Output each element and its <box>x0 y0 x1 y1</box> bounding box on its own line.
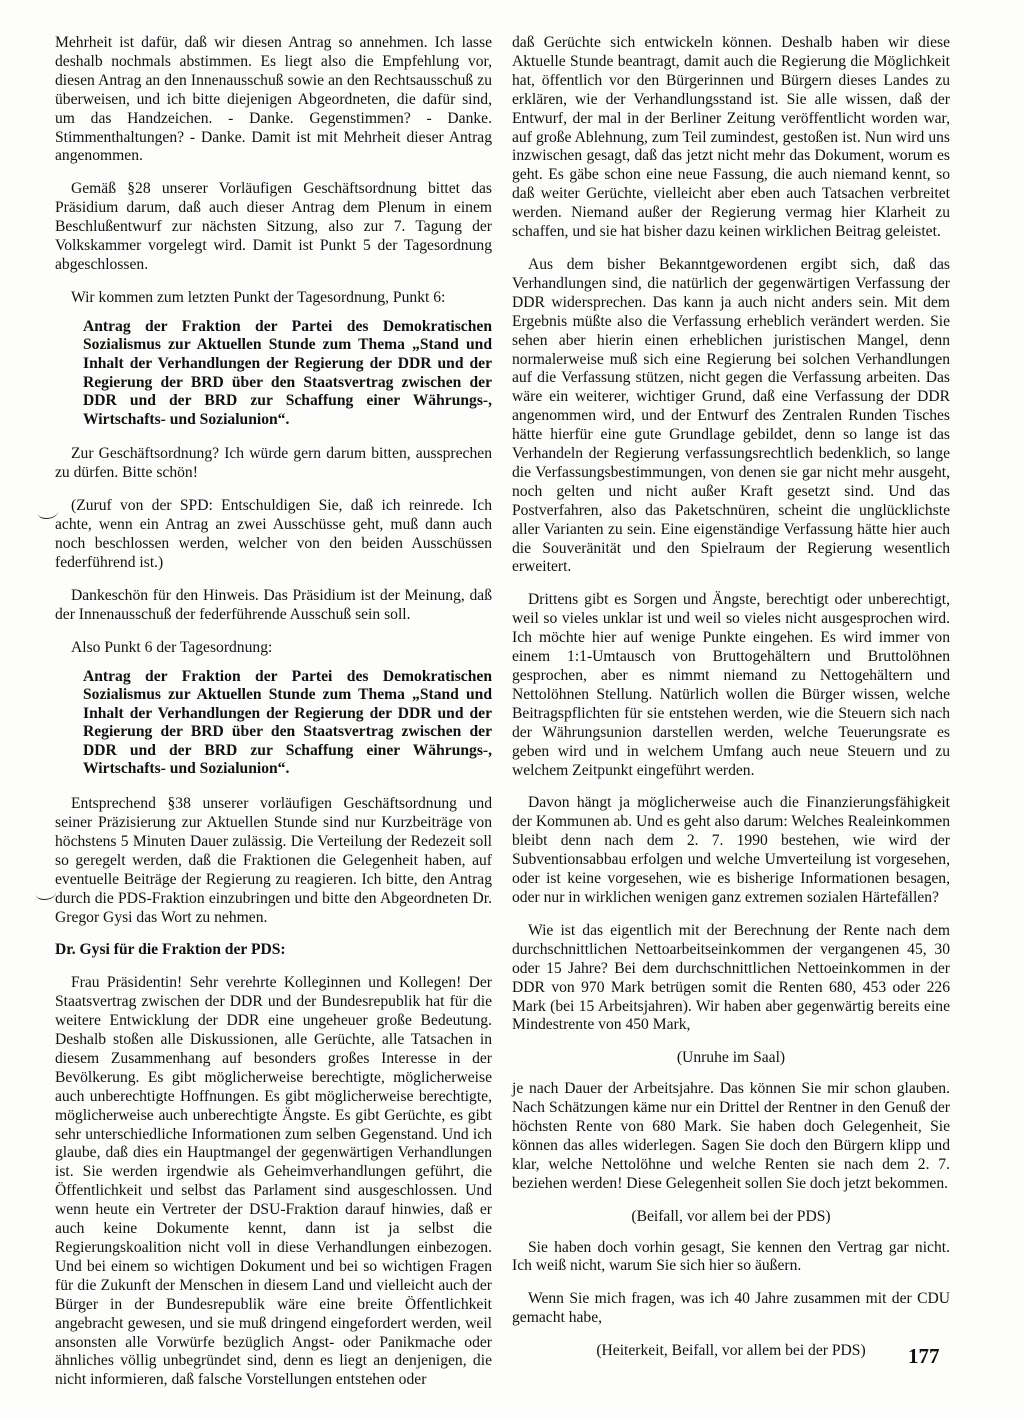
right-column <box>512 34 950 1373</box>
paragraph: Sie haben doch vorhin gesagt, Sie kennen den Vertrag gar nicht. Ich weiß nicht, warum Sie sich hier so äußern. <box>512 1238 950 1275</box>
paragraph: Mehrheit ist dafür, daß wir diesen Antrag so annehmen. Ich lasse deshalb nochmals abstimmen. Es liegt also die Empfehlung vor, diesen Antrag an den Innenausschuß sowie an den Rechtsausschuß zu überweisen, und ich bitte diejenigen Abgeordneten, die dafür sind, um das Handzeichen. - Danke. Gegenstimmen? - Danke. Stimmenthaltungen? - Danke. Damit ist mit Mehrheit dieser Antrag angenommen. <box>55 34 492 165</box>
page-number: 177 <box>908 1344 940 1368</box>
speaker-heading: Dr. Gysi für die Fraktion der PDS: <box>55 941 286 959</box>
interjection: (Unruhe im Saal) <box>676 1049 786 1067</box>
interjection: (Heiterkeit, Beifall, vor allem bei der PDS) <box>596 1342 866 1360</box>
paragraph: Wie ist das eigentlich mit der Berechnung der Rente nach dem durchschnittlichen Nettoarbeitseinkommen der vergangenen 45, 30 oder 15 Jahre? Bei dem durchschnittlichen Nettoeinkommen in der DDR von 970 Mark betrügen somit die Renten 680, 453 oder 226 Mark (bei 15 Arbeitsjahren). Wir haben aber gegenwärtig bereits eine Mindestrente von 450 Mark, <box>512 921 950 1034</box>
paragraph: Davon hängt ja möglicherweise auch die Finanzierungsfähigkeit der Kommunen ab. Und es geht also darum: Welches Realeinkommen bleibt denn nach dem 2. 7. 1990 bestehen, wie wird der Subventionsabbau erfolgen und welche Umverteilung ist vorgesehen, oder ist keine vorgesehen, wie es bisherige Informationen besagen, oder nur in wirklichen wenigen ganz extremen sozialen Härtefällen? <box>512 794 950 906</box>
motion-title: Antrag der Fraktion der Partei des Demokratischen Sozialismus zur Aktuellen Stunde zum Thema „Stand und Inhalt der Verhandlungen der Regierung der DDR und der Regierung der BRD über den Staatsvertrag zwischen der DDR und der BRD zur Schaffung einer Währungs-, Wirtschafts- und Sozialunion“. <box>83 317 492 428</box>
paragraph: Also Punkt 6 der Tagesordnung: <box>71 638 273 656</box>
paragraph: daß Gerüchte sich entwickeln können. Deshalb haben wir diese Aktuelle Stunde beantragt, damit auch die Regierung die Möglichkeit hat, öffentlich vor den Bürgerinnen und Bürgern dieses Landes zu erklären, wie der Verhandlungsstand ist. Sie alle wissen, daß der Entwurf, der mal in der Berliner Zeitung veröffentlicht worden war, auf große Ablehnung, zum Teil zumindest, gestoßen ist. Nun wird uns inzwischen gesagt, daß das jetzt nicht mehr das Dokument, worum es geht. Es gäbe schon eine neue Fassung, die auch niemand kennt, so daß weiter Gerüchte, vielleicht aber eben auch Tatsachen verbreitet werden. Niemand außer der Regierung vermag hier Klarheit zu schaffen, und sie hat bisher dazu keinen wirklichen Beitrag geleistet. <box>512 34 950 241</box>
paragraph: Gemäß §28 unserer Vorläufigen Geschäftsordnung bittet das Präsidium darum, daß auch dieser Antrag dem Plenum in einem Beschlußentwurf zur nächsten Sitzung, also zur 7. Tagung der Volkskammer vorgelegt wird. Damit ist Punkt 5 der Tagesordnung abgeschlossen. <box>55 180 492 273</box>
paragraph: Zur Geschäftsordnung? Ich würde gern darum bitten, aussprechen zu dürfen. Bitte schön! <box>55 445 492 482</box>
paragraph: Wenn Sie mich fragen, was ich 40 Jahre zusammen mit der CDU gemacht habe, <box>512 1290 950 1327</box>
interjection: (Beifall, vor allem bei der PDS) <box>631 1207 831 1225</box>
paragraph: Entsprechend §38 unserer vorläufigen Geschäftsordnung und seiner Präzisierung zur Aktuellen Stunde sind nur Kurzbeiträge von höchstens 5 Minuten Dauer zulässig. Die Verteilung der Redezeit soll so geregelt werden, daß die Fraktionen die Gelegenheit haben, auf eventuelle Beiträge der Regierung zu reagieren. Ich bitte, den Antrag durch die PDS-Fraktion einzubringen und bitte den Abgeordneten Dr. Gregor Gysi das Wort zu nehmen. <box>55 795 492 926</box>
pencil-mark <box>36 887 56 900</box>
paragraph: Wir kommen zum letzten Punkt der Tagesordnung, Punkt 6: <box>71 288 446 306</box>
paragraph: Aus dem bisher Bekanntgewordenen ergibt sich, daß das Verhandlungen sind, die natürlich der gegenwärtigen Verfassung der DDR widersprechen. Das kann ja auch nicht anders sein. Mit dem Ergebnis müßte also die Verfassung erheblich verändert werden. Sie sehen aber hierin einen erheblichen juristischen Mangel, denn normalerweise muß sich eine Regierung bei solchen Verhandlungen auf die Verfassung stützen, nicht gegen die Verfassung arbeiten. Das wäre ein weiterer, wichtiger Grund, daß eine Verfassung der DDR angenommen wird, und der Entwurf des Zentralen Runden Tisches hätte hierfür eine gute Grundlage gebildet, denn so lange ist das Verhandeln der Regierung verfassungsrechtlich bedenklich, so lange die Verfassungsbestimmungen, von denen sie gar nicht mehr ausgeht, noch gelten und nicht außer Kraft gesetzt sind. Und das Postverfahren, also das Paketschnüren, scheint die unglücklichste aller Varianten zu sein. Eine eigenständige Verfassung hätte hier auch die Souveränität und den Spielraum der Regierung wesentlich erweitert. <box>512 255 950 576</box>
motion-title: Antrag der Fraktion der Partei des Demokratischen Sozialismus zur Aktuellen Stunde zum Thema „Stand und Inhalt der Verhandlungen der Regierung der DDR und der Regierung der BRD über den Staatsvertrag zwischen der DDR und der BRD zur Schaffung einer Währungs-, Wirtschafts- und Sozialunion“. <box>83 667 492 778</box>
paragraph: Dankeschön für den Hinweis. Das Präsidium ist der Meinung, daß der Innenausschuß der federführende Ausschuß sein soll. <box>55 586 492 623</box>
paragraph: je nach Dauer der Arbeitsjahre. Das können Sie mir schon glauben. Nach Schätzungen käme nur ein Drittel der Rentner in den Genuß der höchsten Rente von 680 Mark. Sie haben doch Gelegenheit, Sie können das alles widerlegen. Sagen Sie doch den Bürgern klipp und klar, welche Nettolöhne und welche Renten sie nach dem 2. 7. beziehen werden! Diese Gelegenheit sollen Sie doch jetzt bekommen. <box>512 1080 950 1192</box>
paragraph: Frau Präsidentin! Sehr verehrte Kolleginnen und Kollegen! Der Staatsvertrag zwischen der DDR und der Bundesrepublik hat für die weitere Entwicklung der DDR eine ungeheuer große Bedeutung. Deshalb stoßen alle Diskussionen, alle Gerüchte, alle Tatsachen in diesem Zusammenhang auf besonders großes Interesse in der Bevölkerung. Es gibt möglicherweise berechtigte, möglicherweise auch unberechtigte Hoffnungen. Es gibt möglicherweise berechtigte, möglicherweise auch unberechtigte Ängste. Es gibt Gerüchte, es gibt sehr unterschiedliche Informationen zum selben Gegenstand. Und ich glaube, daß dies ein Hauptmangel der gegenwärtigen Verhandlungen ist. Sie werden irgendwie als Geheimverhandlungen geführt, die Öffentlichkeit und selbst das Parlament sind ausgeschlossen. Und wenn heute ein Vertreter der DSU-Fraktion darauf hinwies, daß er auch keine Dokumente kennt, dann ist ja selbst die Regierungskoalition nicht voll in diese Verhandlungen einbezogen. Und bei einem so wichtigen Dokument und bei so wichtigen Fragen für die Zukunft der Menschen in diesem Land und vielleicht auch der Bürger in der Bundesrepublik wäre eine breite Öffentlichkeit angebracht gewesen, und sie muß dringend eingefordert werden, weil ansonsten alle Vorwürfe bezüglich Angst- oder Panikmache oder ähnliches völlig unbegründet sind, denn es liegt an denjenigen, die nicht informieren, daß falsche Vorstellungen entstehen oder <box>55 974 492 1389</box>
interjection: (Zuruf von der SPD: Entschuldigen Sie, daß ich reinrede. Ich achte, wenn ein Antrag an zwei Ausschüsse geht, muß dann auch noch beschlossen werden, welcher von den beiden Ausschüssen federführend ist.) <box>55 497 492 571</box>
left-column <box>55 34 492 1404</box>
paragraph: Drittens gibt es Sorgen und Ängste, berechtigt oder unberechtigt, weil so vieles unklar ist und weil so vieles nicht ausgesprochen wird. Ich möchte hier auf wenige Punkte eingehen. Es wird immer von einem 1:1-Umtausch von Bruttogehältern und Bruttolöhnen gesprochen, aber es nimmt niemand zu Nettogehältern und Nettolöhnen Stellung. Natürlich wollen die Bürger wissen, welche Beitragspflichten für sie entstehen werden, wie die Steuern sich nach der Währungsunion darstellen werden, welche Teuerungsrate es geben wird und in welchem Umfang auch neue Steuern und zu welchem Zeitpunkt eingeführt werden. <box>512 591 950 779</box>
